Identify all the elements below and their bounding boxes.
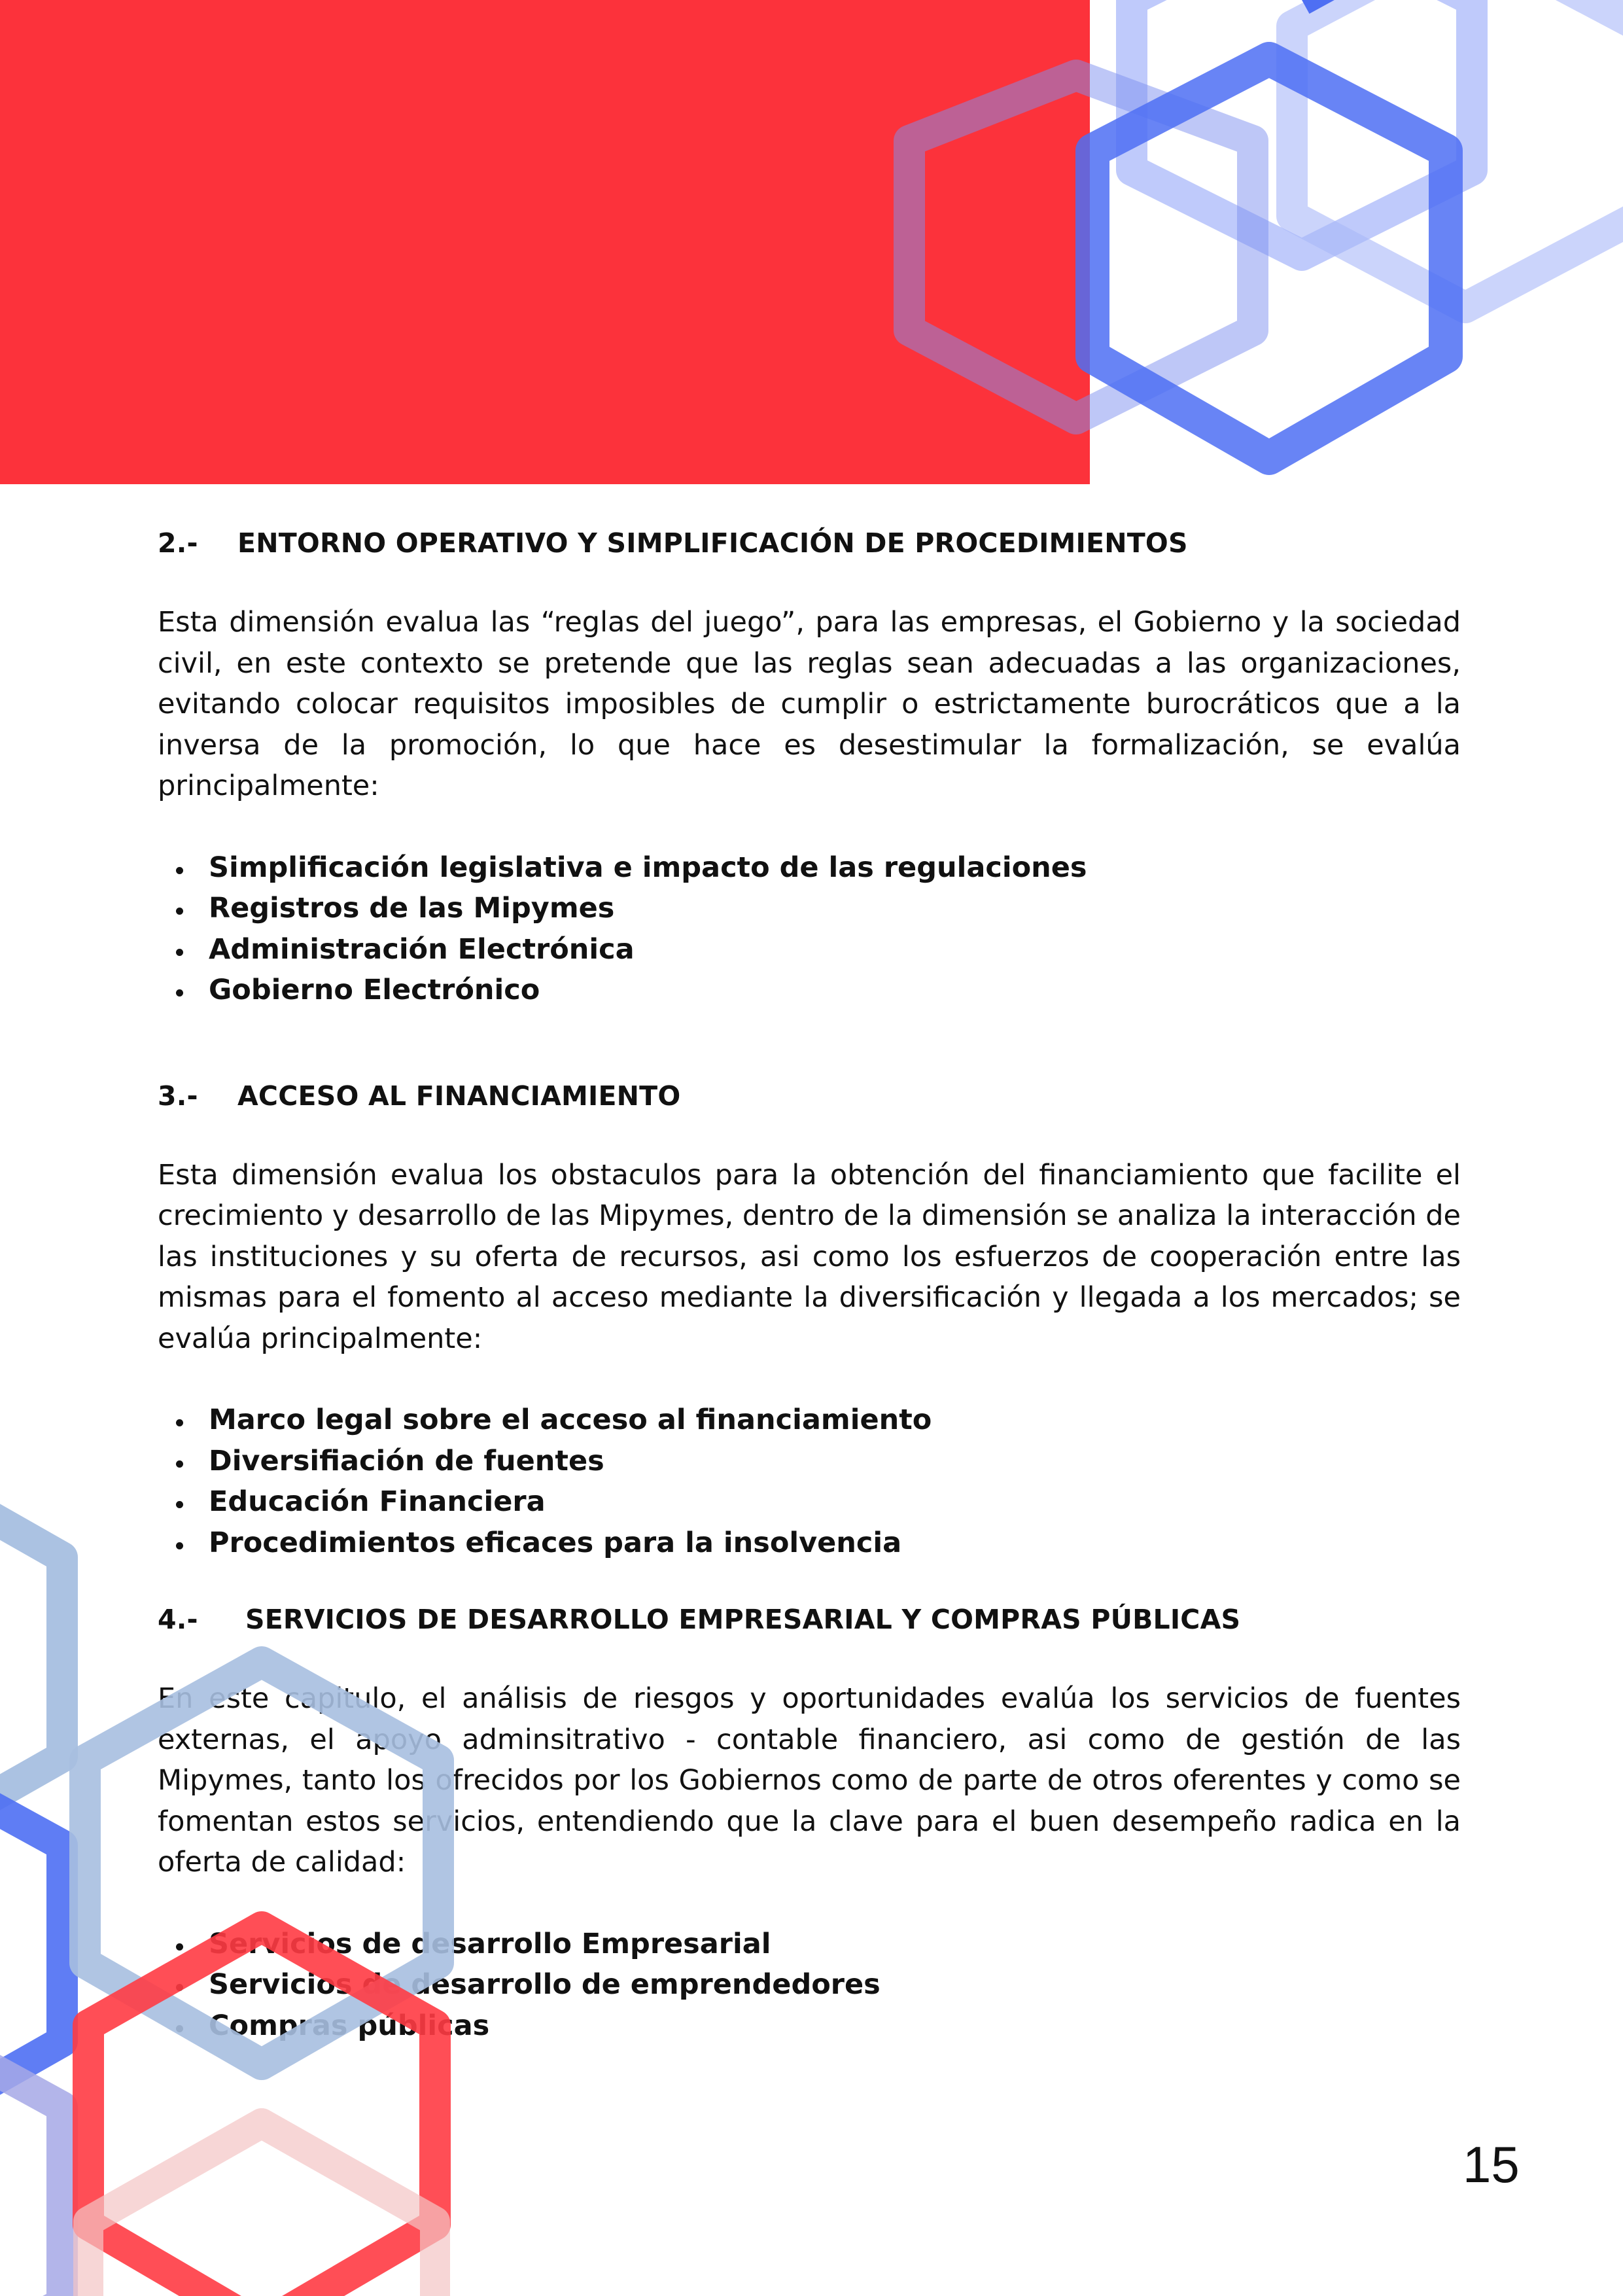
section-number: 3.- <box>158 1080 198 1112</box>
bullet-icon <box>176 949 183 956</box>
spacer <box>158 1011 1461 1076</box>
section-acceso-financiamiento <box>158 1076 1461 1564</box>
list-item-text: Simplificación legislativa e impacto de las regulaciones <box>209 851 1087 884</box>
section-title: ENTORNO OPERATIVO Y SIMPLIFICACIÓN DE PROCEDIMIENTOS <box>237 527 1188 559</box>
red-header-block <box>0 0 1090 484</box>
list-item <box>158 1441 1461 1482</box>
section-servicios-desarrollo <box>158 1600 1461 2046</box>
section-heading <box>158 523 1461 563</box>
section-title: SERVICIOS DE DESARROLLO EMPRESARIAL Y COMPRAS PÚBLICAS <box>245 1604 1241 1635</box>
list-item-text: Gobierno Electrónico <box>209 974 540 1006</box>
list-item-text: Servicios de desarrollo Empresarial <box>209 1927 771 1960</box>
bullet-icon <box>176 2025 183 2032</box>
document-body <box>158 523 1461 2046</box>
bullet-icon <box>176 1984 183 1991</box>
section-number: 2.- <box>158 527 198 559</box>
section-number: 4.- <box>158 1604 198 1635</box>
list-item-text: Marco legal sobre el acceso al financiamiento <box>209 1404 932 1436</box>
bullet-list <box>158 1400 1461 1563</box>
list-item <box>158 970 1461 1011</box>
section-heading <box>158 1076 1461 1116</box>
section-title: ACCESO AL FINANCIAMIENTO <box>237 1080 681 1112</box>
bullet-icon <box>176 1943 183 1951</box>
bullet-list <box>158 1924 1461 2047</box>
top-hexagon-cluster <box>909 0 1623 458</box>
bullet-icon <box>176 1501 183 1508</box>
hexagon-outline <box>1292 0 1623 308</box>
spacer <box>158 1563 1461 1600</box>
list-item <box>158 1924 1461 1965</box>
hexagon-outline <box>88 2123 435 2296</box>
list-item <box>158 1523 1461 1564</box>
bullet-icon <box>176 989 183 997</box>
bullet-icon <box>176 867 183 874</box>
list-item <box>158 1400 1461 1441</box>
hexagon-outline <box>0 2015 62 2296</box>
page-number: 15 <box>1463 2136 1520 2193</box>
list-item-text: Servicios de desarrollo de emprendedores <box>209 1968 881 2001</box>
list-item-text: Diversifiación de fuentes <box>209 1444 604 1477</box>
hexagon-outline <box>0 1462 62 1852</box>
section-paragraph: Esta dimensión evalua las “reglas del juego”, para las empresas, el Gobierno y la sociedad civil, en este contexto se pretende que las reglas sean adecuadas a las organizaciones, evitando colocar requisitos imposibles de cumplir o estrictamente burocráticos que a la inversa de la promoción, lo que hace es desestimular la formalización, se evalúa principalmente: <box>158 606 1461 802</box>
list-item <box>158 2005 1461 2047</box>
list-item-text: Registros de las Mipymes <box>209 892 615 925</box>
hexagon-outline <box>1092 59 1446 458</box>
bullet-icon <box>176 1460 183 1468</box>
list-item-text: Compras públicas <box>209 2009 490 2042</box>
list-item-text: Administración Electrónica <box>209 932 635 966</box>
bullet-icon <box>176 1542 183 1549</box>
section-entorno-operativo <box>158 523 1461 1011</box>
list-item <box>158 929 1461 970</box>
section-heading <box>158 1600 1461 1639</box>
section-paragraph: En este capitulo, el análisis de riesgos y oportunidades evalúa los servicios de fuentes externas, el apoyo adminsitrativo - contable financiero, asi como de gestión de las Mipymes, tanto los ofrecidos por los Gobiernos como de parte de otros oferentes y como se fomentan estos servicios, entendiendo que la clave para el buen desempeño radica en la oferta de calidad: <box>158 1682 1461 1879</box>
list-item <box>158 1964 1461 2005</box>
list-item-text: Procedimientos eficaces para la insolvencia <box>209 1526 902 1559</box>
list-item <box>158 888 1461 929</box>
list-item-text: Educación Financiera <box>209 1485 546 1518</box>
list-item <box>158 847 1461 889</box>
bullet-icon <box>176 908 183 915</box>
section-paragraph: Esta dimensión evalua los obstaculos para la obtención del financiamiento que facilite el crecimiento y desarrollo de las Mipymes, dentro de la dimensión se analiza la interacción de las instituciones y su oferta de recursos, asi como los esfuerzos de cooperación entre las mismas para el fomento al acceso mediante la diversificación y llegada a los mercados; se evalúa principalmente: <box>158 1158 1461 1355</box>
bullet-list <box>158 847 1461 1011</box>
hexagon-outline <box>1132 0 1472 255</box>
hexagon-outline <box>909 75 1253 419</box>
hexagon-outline <box>0 1754 62 2136</box>
list-item <box>158 1481 1461 1523</box>
bullet-icon <box>176 1419 183 1426</box>
